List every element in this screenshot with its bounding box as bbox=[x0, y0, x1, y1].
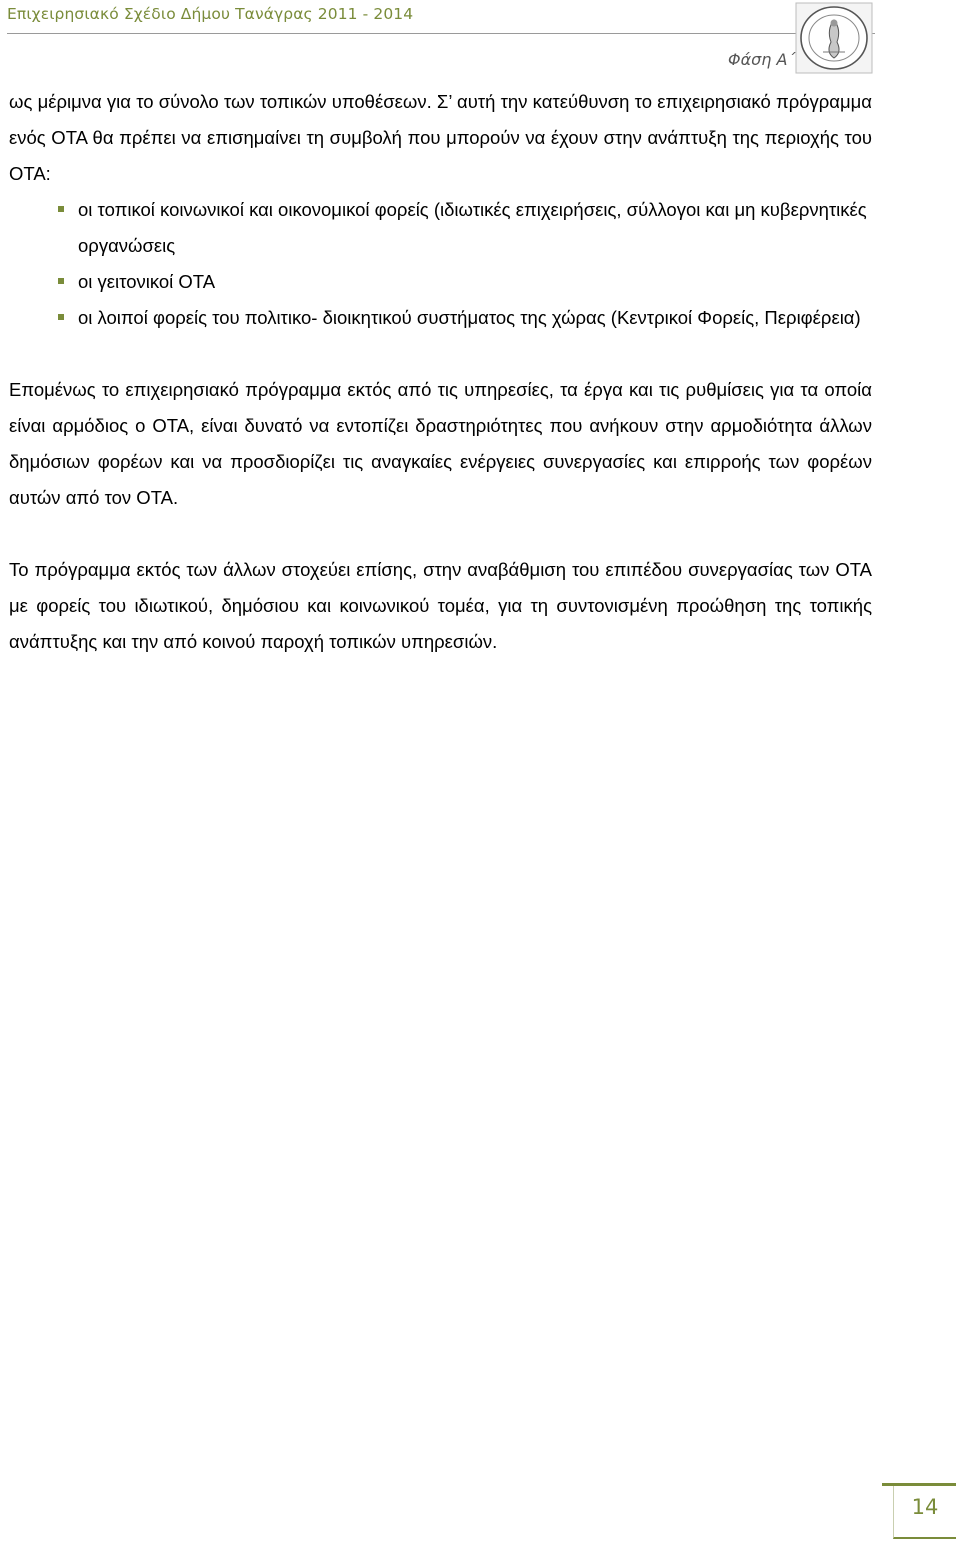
header-phase-label: Φάση Α΄ bbox=[728, 50, 796, 69]
list-item bbox=[9, 192, 872, 264]
intro-paragraph: ως μέριμνα για το σύνολο των τοπικών υποθέσεων. Σ’ αυτή την κατεύθυνση το επιχειρησιακό πρόγραμμα ενός ΟΤΑ θα πρέπει να επισημαίνει τη συμβολή που μπορούν να έχουν στην ανάπτυξη της περιοχής του ΟΤΑ: bbox=[9, 91, 872, 184]
list-item-text: οι γειτονικοί ΟΤΑ bbox=[78, 271, 216, 292]
municipality-seal-logo bbox=[795, 2, 873, 74]
paragraph-3: Το πρόγραμμα εκτός των άλλων στοχεύει επίσης, στην αναβάθμιση του επιπέδου συνεργασίας των ΟΤΑ με φορείς του ιδιωτικού, δημόσιου και κοινωνικού τομέα, για τη συντονισμένη προώθηση της τοπικής ανάπτυξης και την από κοινού παροχή τοπικών υπηρεσιών. bbox=[9, 559, 872, 652]
header-title: Επιχειρησιακό Σχέδιο Δήμου Τανάγρας 2011 - 2014 bbox=[7, 5, 414, 23]
header-divider bbox=[7, 33, 875, 34]
document-body bbox=[9, 84, 872, 660]
list-item bbox=[9, 264, 872, 300]
square-bullet-icon bbox=[58, 314, 64, 320]
square-bullet-icon bbox=[58, 278, 64, 284]
page-number-box bbox=[893, 1483, 956, 1539]
square-bullet-icon bbox=[58, 206, 64, 212]
page-number: 14 bbox=[911, 1495, 939, 1519]
stakeholder-list bbox=[9, 192, 872, 336]
list-item bbox=[9, 300, 872, 336]
list-item-text: οι τοπικοί κοινωνικοί και οικονομικοί φορείς (ιδιωτικές επιχειρήσεις, σύλλογοι και μη κυβερνητικές οργανώσεις bbox=[78, 199, 867, 256]
list-item-text: οι λοιποί φορείς του πολιτικο- διοικητικού συστήματος της χώρας (Κεντρικοί Φορείς, Περιφέρεια) bbox=[78, 307, 861, 328]
paragraph-2: Επομένως το επιχειρησιακό πρόγραμμα εκτός από τις υπηρεσίες, τα έργα και τις ρυθμίσεις για τα οποία είναι αρμόδιος ο ΟΤΑ, είναι δυνατό να εντοπίζει δραστηριότητες που ανήκουν στην αρμοδιότητα άλλων δημόσιων φορέων και να προσδιορίζει τις αναγκαίες ενέργειες συνεργασίες και επιρροής των φορέων αυτών από τον ΟΤΑ. bbox=[9, 379, 872, 508]
